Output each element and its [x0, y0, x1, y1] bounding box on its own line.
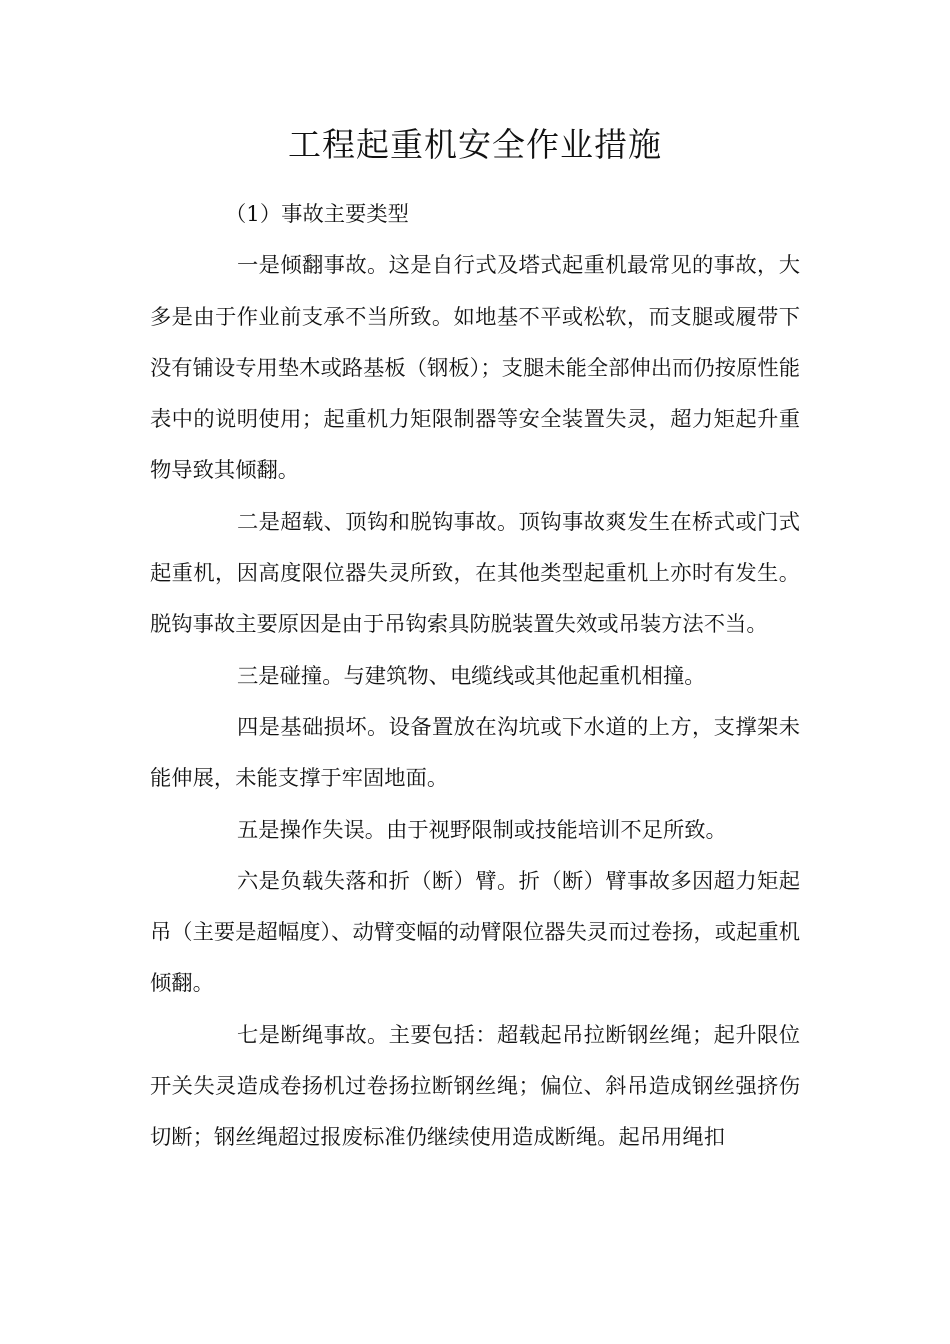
paragraph-collision: 三是碰撞。与建筑物、电缆线或其他起重机相撞。 [237, 663, 706, 689]
paragraph-tipping-accident: 一是倾翻事故。这是自行式及塔式起重机最常见的事故，大多是由于作业前支承不当所致。如地基不平或松软，而支腿或履带下没有铺设专用垫木或路基板（钢板）；支腿未能全部伸出而仍按原性能表中的说明使用；起重机力矩限制器等安全装置失灵，超力矩起升重物导致其倾翻。 [150, 253, 800, 484]
paragraph-operation-error: 五是操作失误。由于视野限制或技能培训不足所致。 [237, 817, 727, 843]
section-heading: （1）事故主要类型 [225, 202, 409, 227]
paragraph-load-drop-boom-break: 六是负载失落和折（断）臂。折（断）臂事故多因超力矩起吊（主要是超幅度）、动臂变幅的动臂限位器失灵而过卷扬，或起重机倾翻。 [150, 868, 800, 997]
document-body [150, 189, 800, 1164]
paragraph-foundation-damage: 四是基础损坏。设备置放在沟坑或下水道的上方，支撑架未能伸展，未能支撑于牢固地面。 [150, 714, 800, 792]
paragraph-rope-break: 七是断绳事故。主要包括：超载起吊拉断钢丝绳；起升限位开关失灵造成卷扬机过卷扬拉断钢丝绳；偏位、斜吊造成钢丝强挤伤切断；钢丝绳超过报废标准仍继续使用造成断绳。起吊用绳扣 [150, 1022, 800, 1151]
paragraph-overload-hook-accident: 二是超载、顶钩和脱钩事故。顶钩事故爽发生在桥式或门式起重机，因高度限位器失灵所致，在其他类型起重机上亦时有发生。脱钩事故主要原因是由于吊钩索具防脱装置失效或吊装方法不当。 [150, 509, 800, 638]
document-title: 工程起重机安全作业措施 [288, 125, 662, 164]
